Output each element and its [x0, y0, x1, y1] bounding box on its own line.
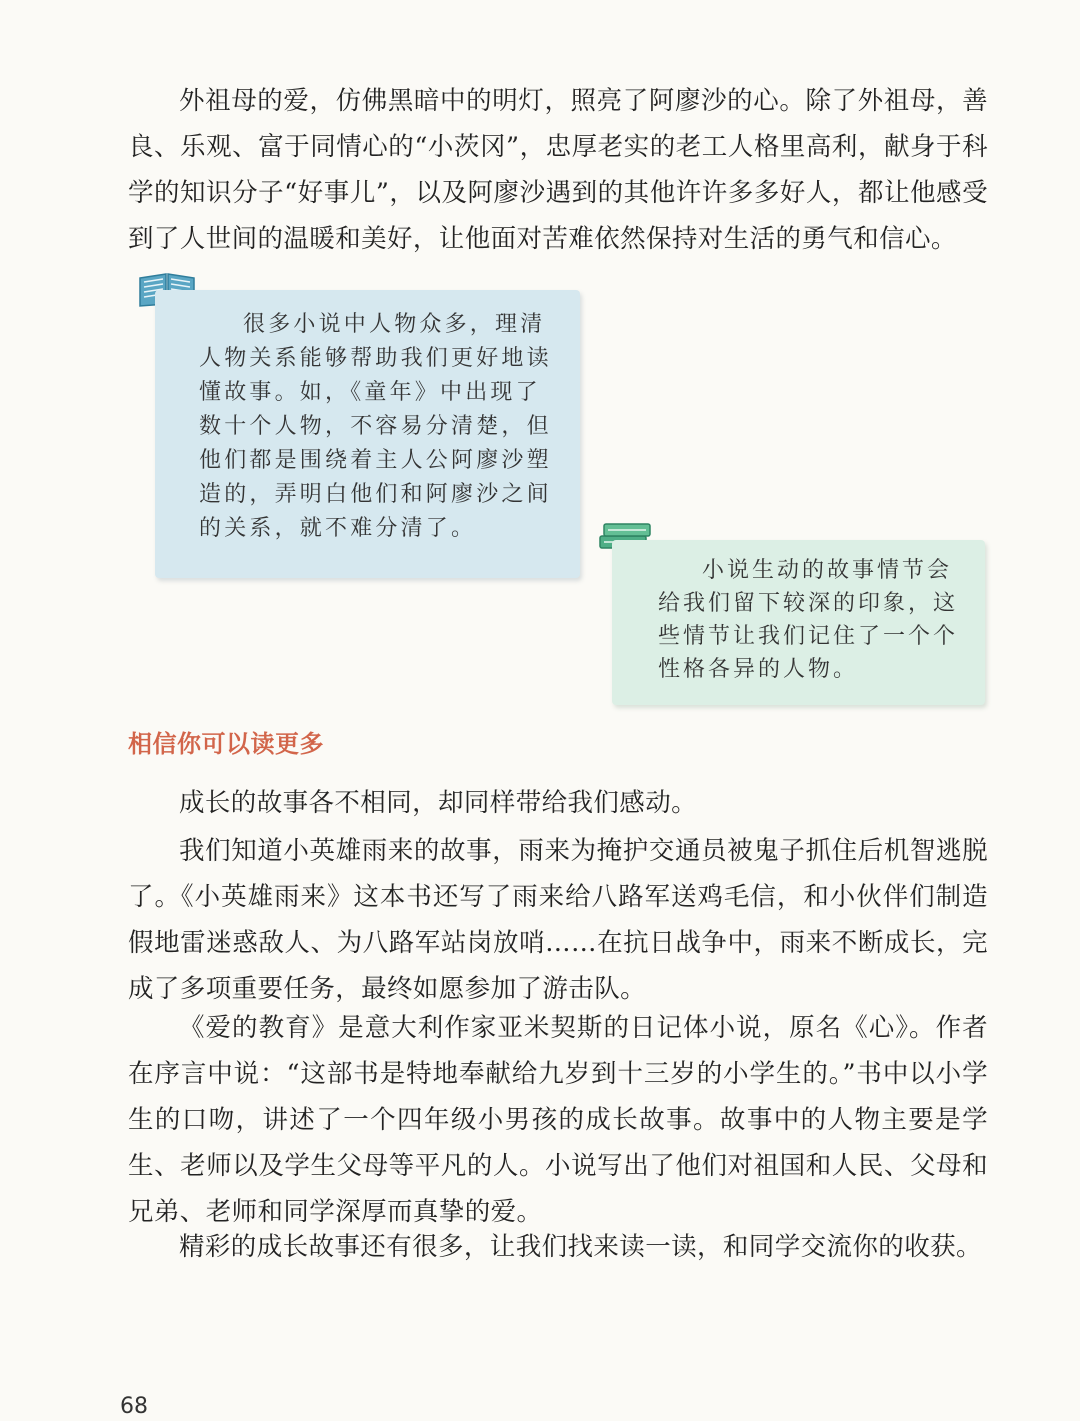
section-paragraph-2: 我们知道小英雄雨来的故事，雨来为掩护交通员被鬼子抓住后机智逃脱了。《小英雄雨来》这本书还写了雨来给八路军送鸡毛信，和小伙伴们制造假地雷迷惑敌人、为八路军站岗放哨……在抗日战争中，雨来不断成长，完成了多项重要任务，最终如愿参加了游击队。: [128, 836, 988, 1004]
intro-paragraph: 外祖母的爱，仿佛黑暗中的明灯，照亮了阿廖沙的心。除了外祖母，善良、乐观、富于同情心的“小茨冈”，忠厚老实的老工人格里高利，献身于科学的知识分子“好事儿”，以及阿廖沙遇到的其他许许多多好人，都让他感受到了人世间的温暖和美好，让他面对苦难依然保持对生活的勇气和信心。: [128, 86, 988, 254]
tip-note-story-plot: 小说生动的故事情节会给我们留下较深的印象，这些情节让我们记住了一个个性格各异的人物。: [612, 540, 985, 705]
section-paragraph-4: 精彩的成长故事还有很多，让我们找来读一读，和同学交流你的收获。: [179, 1232, 982, 1262]
section-paragraph-3: 《爱的教育》是意大利作家亚米契斯的日记体小说，原名《心》。作者在序言中说：“这部书是特地奉献给九岁到十三岁的小学生的。”书中以小学生的口吻，讲述了一个四年级小男孩的成长故事。故事中的人物主要是学生、老师以及学生父母等平凡的人。小说写出了他们对祖国和人民、父母和兄弟、老师和同学深厚而真挚的爱。: [128, 1013, 988, 1227]
page-number: 68: [120, 1394, 148, 1419]
tip-note-character-relationships: 很多小说中人物众多，理清人物关系能够帮助我们更好地读懂故事。如，《童年》中出现了数十个人物，不容易分清楚，但他们都是围绕着主人公阿廖沙塑造的，弄明白他们和阿廖沙之间的关系，就不难分清了。: [155, 290, 580, 578]
section-heading: 相信你可以读更多: [128, 730, 324, 758]
section-paragraph-1: 成长的故事各不相同，却同样带给我们感动。: [179, 788, 698, 818]
